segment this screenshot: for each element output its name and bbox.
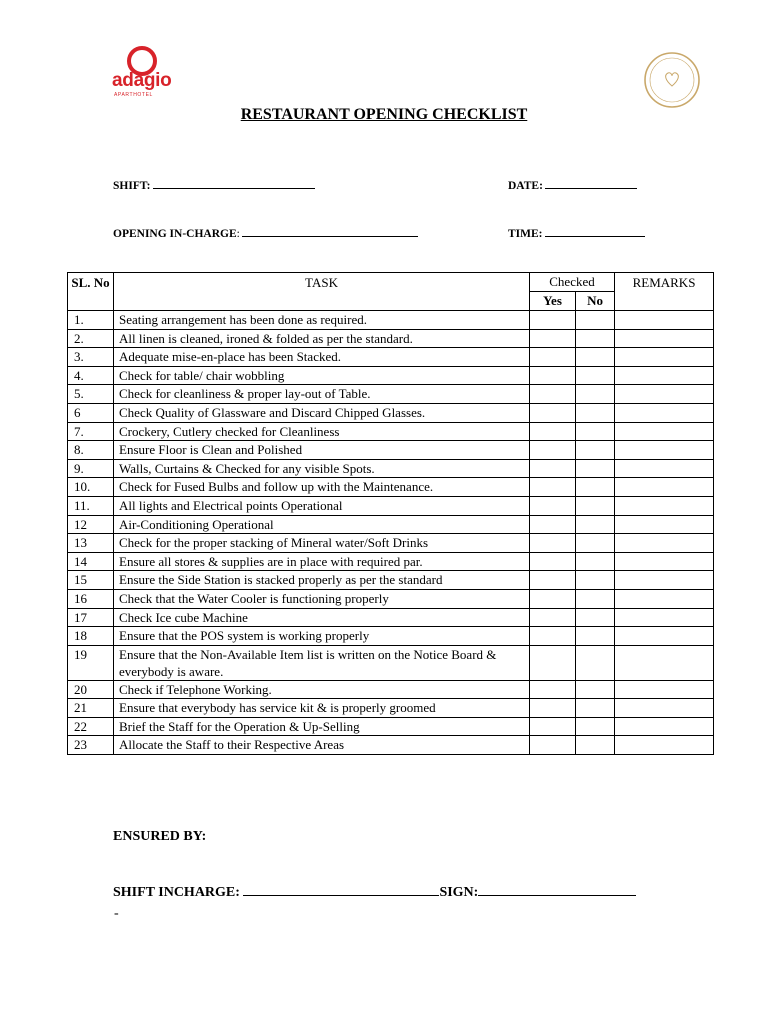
row-yes-cell[interactable]	[530, 552, 576, 571]
row-yes-cell[interactable]	[530, 496, 576, 515]
row-sl-number: 16	[68, 589, 114, 608]
row-task: Ensure that the Non-Available Item list is written on the Notice Board & everybody is aware.	[114, 645, 530, 680]
logo-brand: adagio	[112, 70, 172, 91]
row-yes-cell[interactable]	[530, 403, 576, 422]
row-no-cell[interactable]	[576, 571, 615, 590]
row-task: Check Ice cube Machine	[114, 608, 530, 627]
checklist-table	[67, 272, 714, 755]
table-row	[68, 311, 714, 330]
adagio-logo	[112, 46, 182, 106]
table-row	[68, 329, 714, 348]
table-row	[68, 680, 714, 699]
row-remarks-cell[interactable]	[615, 403, 714, 422]
row-sl-number: 18	[68, 627, 114, 646]
table-row	[68, 459, 714, 478]
row-sl-number: 1.	[68, 311, 114, 330]
row-sl-number: 7.	[68, 422, 114, 441]
row-task: Brief the Staff for the Operation & Up-Selling	[114, 717, 530, 736]
opening-in-charge-field[interactable]	[113, 226, 418, 240]
row-task: Check that the Water Cooler is functioning properly	[114, 589, 530, 608]
shift-incharge-blank[interactable]	[243, 883, 439, 896]
row-task: Check Quality of Glassware and Discard Chipped Glasses.	[114, 403, 530, 422]
row-yes-cell[interactable]	[530, 736, 576, 755]
row-sl-number: 9.	[68, 459, 114, 478]
row-no-cell[interactable]	[576, 311, 615, 330]
shift-field[interactable]	[113, 178, 315, 192]
row-task: Ensure that everybody has service kit & is properly groomed	[114, 699, 530, 718]
shift-label: SHIFT:	[113, 180, 151, 192]
logo-tagline: APARTHOTEL	[114, 92, 153, 98]
table-row	[68, 385, 714, 404]
row-remarks-cell[interactable]	[615, 366, 714, 385]
row-no-cell[interactable]	[576, 329, 615, 348]
row-no-cell[interactable]	[576, 403, 615, 422]
row-yes-cell[interactable]	[530, 366, 576, 385]
row-remarks-cell[interactable]	[615, 459, 714, 478]
time-field[interactable]	[508, 226, 645, 240]
row-task: Check for the proper stacking of Mineral water/Soft Drinks	[114, 534, 530, 553]
row-sl-number: 21	[68, 699, 114, 718]
table-row	[68, 645, 714, 680]
opening-in-charge-colon: :	[236, 228, 240, 240]
row-no-cell[interactable]	[576, 422, 615, 441]
shift-incharge-label: SHIFT INCHARGE:	[113, 885, 240, 900]
row-remarks-cell[interactable]	[615, 736, 714, 755]
row-remarks-cell[interactable]	[615, 311, 714, 330]
row-no-cell[interactable]	[576, 680, 615, 699]
table-row	[68, 403, 714, 422]
table-row	[68, 348, 714, 367]
trailing-dash: -	[114, 906, 119, 921]
time-blank[interactable]	[545, 226, 645, 237]
row-yes-cell[interactable]	[530, 717, 576, 736]
row-task: Adequate mise-en-place has been Stacked.	[114, 348, 530, 367]
table-row	[68, 496, 714, 515]
date-label: DATE:	[508, 180, 543, 192]
row-remarks-cell[interactable]	[615, 552, 714, 571]
row-yes-cell[interactable]	[530, 329, 576, 348]
row-yes-cell[interactable]	[530, 515, 576, 534]
opening-in-charge-blank[interactable]	[242, 226, 418, 237]
row-no-cell[interactable]	[576, 645, 615, 680]
table-row	[68, 736, 714, 755]
row-remarks-cell[interactable]	[615, 571, 714, 590]
row-no-cell[interactable]	[576, 515, 615, 534]
row-sl-number: 13	[68, 534, 114, 553]
row-no-cell[interactable]	[576, 385, 615, 404]
table-row	[68, 534, 714, 553]
row-task: Ensure the Side Station is stacked properly as per the standard	[114, 571, 530, 590]
row-task: Ensure Floor is Clean and Polished	[114, 441, 530, 460]
row-no-cell[interactable]	[576, 608, 615, 627]
row-sl-number: 10.	[68, 478, 114, 497]
row-remarks-cell[interactable]	[615, 496, 714, 515]
row-remarks-cell[interactable]	[615, 385, 714, 404]
shift-blank[interactable]	[153, 178, 315, 189]
row-no-cell[interactable]	[576, 534, 615, 553]
row-yes-cell[interactable]	[530, 441, 576, 460]
row-task: Air-Conditioning Operational	[114, 515, 530, 534]
row-no-cell[interactable]	[576, 366, 615, 385]
row-no-cell[interactable]	[576, 478, 615, 497]
table-row	[68, 717, 714, 736]
header-no: No	[576, 292, 615, 311]
date-blank[interactable]	[545, 178, 637, 189]
row-yes-cell[interactable]	[530, 627, 576, 646]
row-task: All linen is cleaned, ironed & folded as per the standard.	[114, 329, 530, 348]
row-sl-number: 11.	[68, 496, 114, 515]
row-no-cell[interactable]	[576, 736, 615, 755]
row-no-cell[interactable]	[576, 627, 615, 646]
time-label: TIME:	[508, 228, 543, 240]
row-sl-number: 6	[68, 403, 114, 422]
row-yes-cell[interactable]	[530, 589, 576, 608]
row-no-cell[interactable]	[576, 441, 615, 460]
row-sl-number: 8.	[68, 441, 114, 460]
row-sl-number: 23	[68, 736, 114, 755]
table-row	[68, 366, 714, 385]
row-task: Check for table/ chair wobbling	[114, 366, 530, 385]
row-task: Crockery, Cutlery checked for Cleanliness	[114, 422, 530, 441]
row-no-cell[interactable]	[576, 496, 615, 515]
row-no-cell[interactable]	[576, 348, 615, 367]
sign-label: SIGN:	[439, 885, 479, 900]
row-sl-number: 22	[68, 717, 114, 736]
header-checked: Checked	[530, 273, 615, 292]
row-task: Allocate the Staff to their Respective Areas	[114, 736, 530, 755]
row-task: Check for cleanliness & proper lay-out of Table.	[114, 385, 530, 404]
row-remarks-cell[interactable]	[615, 478, 714, 497]
row-sl-number: 4.	[68, 366, 114, 385]
table-row	[68, 552, 714, 571]
header-sl-no: SL. No	[68, 273, 114, 311]
opening-in-charge-label: OPENING IN-CHARGE	[113, 228, 237, 240]
row-yes-cell[interactable]	[530, 422, 576, 441]
row-yes-cell[interactable]	[530, 534, 576, 553]
row-no-cell[interactable]	[576, 589, 615, 608]
row-yes-cell[interactable]	[530, 385, 576, 404]
row-sl-number: 20	[68, 680, 114, 699]
header-yes: Yes	[530, 292, 576, 311]
row-yes-cell[interactable]	[530, 459, 576, 478]
table-row	[68, 422, 714, 441]
row-yes-cell[interactable]	[530, 608, 576, 627]
row-yes-cell[interactable]	[530, 348, 576, 367]
table-row	[68, 478, 714, 497]
row-remarks-cell[interactable]	[615, 680, 714, 699]
document-title: RESTAURANT OPENING CHECKLIST	[240, 106, 528, 123]
row-yes-cell[interactable]	[530, 699, 576, 718]
row-remarks-cell[interactable]	[615, 348, 714, 367]
row-task: Ensure that the POS system is working properly	[114, 627, 530, 646]
row-remarks-cell[interactable]	[615, 441, 714, 460]
table-row	[68, 441, 714, 460]
row-task: Walls, Curtains & Checked for any visible Spots.	[114, 459, 530, 478]
row-remarks-cell[interactable]	[615, 329, 714, 348]
row-no-cell[interactable]	[576, 717, 615, 736]
table-row	[68, 608, 714, 627]
row-remarks-cell[interactable]	[615, 589, 714, 608]
table-row	[68, 515, 714, 534]
row-sl-number: 15	[68, 571, 114, 590]
row-sl-number: 3.	[68, 348, 114, 367]
row-remarks-cell[interactable]	[615, 645, 714, 680]
row-task: Seating arrangement has been done as required.	[114, 311, 530, 330]
table-row	[68, 571, 714, 590]
table-row	[68, 589, 714, 608]
table-row	[68, 627, 714, 646]
header-remarks: REMARKS	[615, 273, 714, 311]
row-task: All lights and Electrical points Operational	[114, 496, 530, 515]
row-no-cell[interactable]	[576, 699, 615, 718]
row-yes-cell[interactable]	[530, 571, 576, 590]
row-no-cell[interactable]	[576, 552, 615, 571]
row-task: Check if Telephone Working.	[114, 680, 530, 699]
row-remarks-cell[interactable]	[615, 608, 714, 627]
table-row	[68, 699, 714, 718]
row-task: Check for Fused Bulbs and follow up with the Maintenance.	[114, 478, 530, 497]
row-remarks-cell[interactable]	[615, 534, 714, 553]
row-remarks-cell[interactable]	[615, 627, 714, 646]
row-sl-number: 2.	[68, 329, 114, 348]
row-yes-cell[interactable]	[530, 645, 576, 680]
row-sl-number: 19	[68, 645, 114, 680]
row-yes-cell[interactable]	[530, 478, 576, 497]
row-sl-number: 12	[68, 515, 114, 534]
row-task: Ensure all stores & supplies are in place with required par.	[114, 552, 530, 571]
row-sl-number: 14	[68, 552, 114, 571]
row-sl-number: 5.	[68, 385, 114, 404]
checklist-rows	[68, 311, 714, 755]
row-yes-cell[interactable]	[530, 680, 576, 699]
date-field[interactable]	[508, 178, 637, 192]
sign-blank[interactable]	[478, 883, 636, 896]
signoff-line[interactable]	[113, 883, 636, 901]
row-remarks-cell[interactable]	[615, 515, 714, 534]
row-yes-cell[interactable]	[530, 311, 576, 330]
header-task: TASK	[114, 273, 530, 311]
row-remarks-cell[interactable]	[615, 422, 714, 441]
row-sl-number: 17	[68, 608, 114, 627]
row-no-cell[interactable]	[576, 459, 615, 478]
row-remarks-cell[interactable]	[615, 717, 714, 736]
ensured-by: ENSURED BY:	[113, 829, 207, 844]
heartist-seal	[642, 50, 702, 110]
row-remarks-cell[interactable]	[615, 699, 714, 718]
